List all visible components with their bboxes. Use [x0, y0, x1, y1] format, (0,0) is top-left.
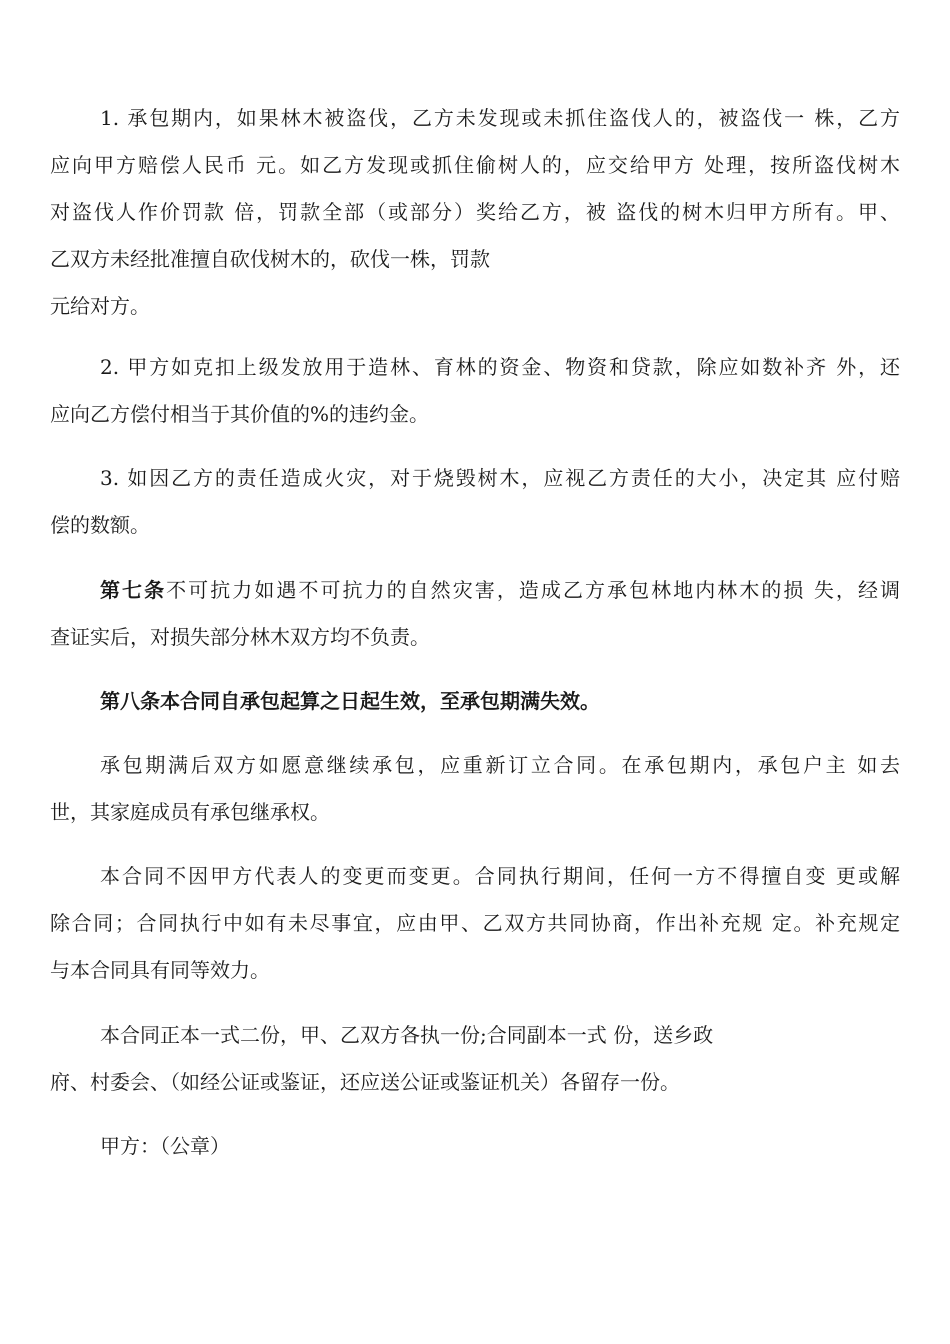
party-a-seal-label: 甲方：（公章） — [100, 1134, 230, 1158]
text-line: 1. 承包期内，如果林木被盗伐，乙方未发现或未抓住盗伐人的，被盗伐一 株，乙方 — [100, 106, 900, 130]
text-line: 查证实后，对损失部分林木双方均不负责。 — [50, 625, 430, 649]
party-a-signature — [50, 1131, 900, 1161]
text-line: 本合同不因甲方代表人的变更而变更。合同执行期间，任何一方不得擅自变 更或解 — [100, 864, 900, 888]
article-7-text: 不可抗力如遇不可抗力的自然灾害，造成乙方承包林地内林木的损 失，经调 — [166, 578, 901, 602]
article-7-paragraph — [50, 575, 900, 652]
article-8-paragraph — [50, 686, 900, 716]
clause-1-paragraph — [50, 103, 900, 321]
text-line: 本合同正本一式二份，甲、乙双方各执一份;合同副本一式 份，送乡政 — [100, 1023, 714, 1047]
article-7-heading: 第七条 — [100, 578, 167, 602]
article-8-heading: 第八条本合同自承包起算之日起生效，至承包期满失效。 — [100, 689, 600, 713]
text-line: 世，其家庭成员有承包继承权。 — [50, 800, 330, 824]
clause-3-paragraph — [50, 463, 900, 540]
renewal-paragraph — [50, 750, 900, 827]
amendment-paragraph — [50, 861, 900, 985]
copies-paragraph — [50, 1020, 900, 1097]
text-line: 元给对方。 — [50, 294, 150, 318]
text-line: 乙双方未经批准擅自砍伐树木的，砍伐一株，罚款 — [50, 247, 490, 271]
text-line: 3. 如因乙方的责任造成火灾，对于烧毁树木，应视乙方责任的大小，决定其 应付赔 — [100, 466, 900, 490]
clause-2-paragraph — [50, 352, 900, 429]
text-line: 府、村委会、（如经公证或鉴证，还应送公证或鉴证机关）各留存一份。 — [50, 1070, 680, 1094]
text-line: 2. 甲方如克扣上级发放用于造林、育林的资金、物资和贷款，除应如数补齐 外，还 — [100, 355, 900, 379]
text-line — [50, 575, 900, 605]
text-line: 除合同；合同执行中如有未尽事宜，应由甲、乙双方共同协商，作出补充规 定。补充规定 — [50, 911, 900, 935]
text-line: 偿的数额。 — [50, 513, 150, 537]
text-line: 应向甲方赔偿人民币 元。如乙方发现或抓住偷树人的，应交给甲方 处理，按所盗伐树木 — [50, 153, 900, 177]
text-line: 应向乙方偿付相当于其价值的%的违约金。 — [50, 402, 430, 426]
text-line: 对盗伐人作价罚款 倍，罚款全部（或部分）奖给乙方，被 盗伐的树木归甲方所有。甲、 — [50, 200, 900, 224]
text-line: 与本合同具有同等效力。 — [50, 958, 270, 982]
text-line: 承包期满后双方如愿意继续承包，应重新订立合同。在承包期内，承包户主 如去 — [100, 753, 900, 777]
